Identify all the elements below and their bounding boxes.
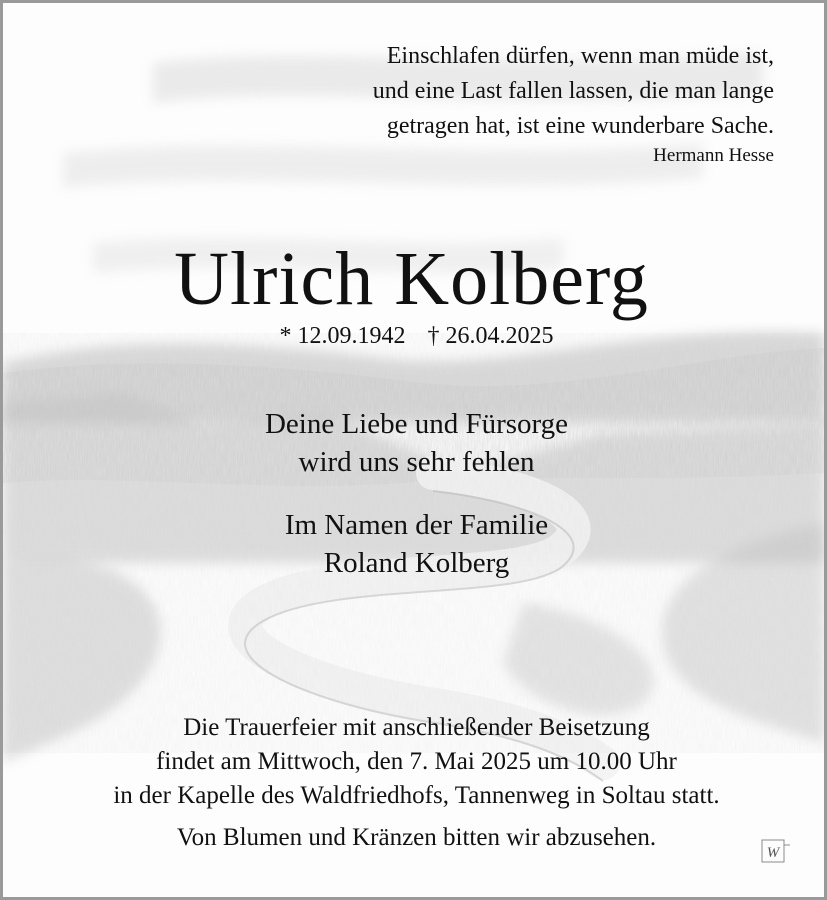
death-date: † 26.04.2025 (427, 323, 554, 349)
funeral-line: Die Trauerfeier mit anschließender Beisetzung (183, 714, 650, 741)
quote-line: Einschlafen dürfen, wenn man müde ist, (386, 43, 774, 69)
signature-line: Roland Kolberg (323, 547, 510, 579)
life-dates (3, 321, 827, 351)
deceased-name (3, 231, 827, 327)
funeral-announcement (3, 711, 827, 855)
flowers-note: Von Blumen und Kränzen bitten wir abzusehen. (176, 824, 657, 851)
family-signature (3, 506, 827, 582)
quote-line: und eine Last fallen lassen, die man lange (372, 78, 774, 104)
publisher-mark-icon (761, 839, 791, 865)
quote-author: Hermann Hesse (653, 145, 774, 166)
hesse-quote (373, 39, 774, 170)
quote-line: getragen hat, ist eine wunderbare Sache. (386, 113, 774, 139)
message-line: wird uns sehr fehlen (298, 446, 535, 478)
birth-date: * 12.09.1942 (279, 323, 406, 349)
funeral-line: findet am Mittwoch, den 7. Mai 2025 um 10.00 Uhr (156, 748, 677, 775)
message-line: Deine Liebe und Fürsorge (264, 408, 569, 440)
signature-line: Im Namen der Familie (284, 509, 549, 541)
publisher-mark-text: W (766, 845, 780, 861)
farewell-message (3, 405, 827, 481)
deceased-name-text: Ulrich Kolberg (174, 237, 649, 321)
funeral-line: in der Kapelle des Waldfriedhofs, Tannenweg in Soltau statt. (113, 782, 720, 809)
